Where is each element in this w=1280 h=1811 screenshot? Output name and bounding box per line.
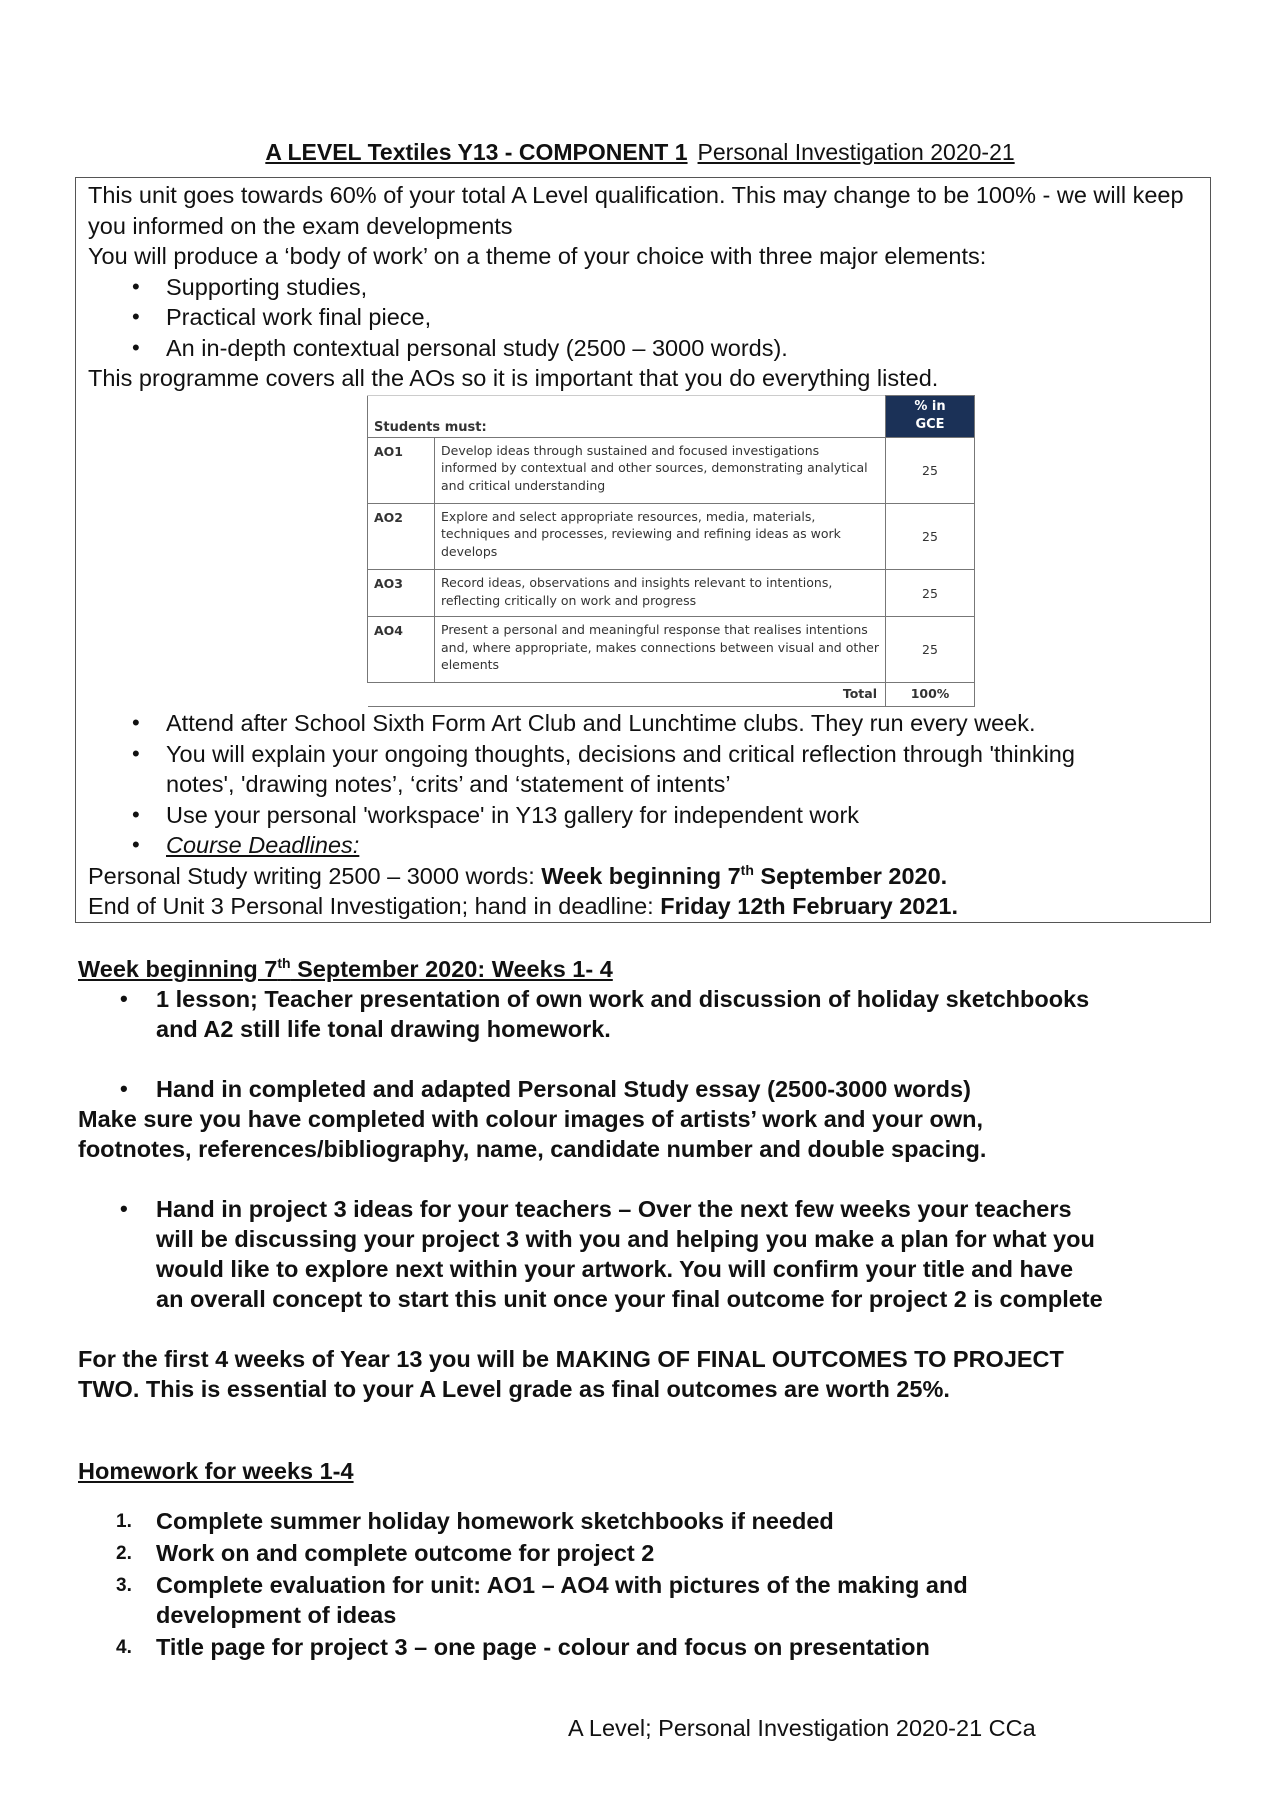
students-must-header: Students must: — [368, 396, 886, 438]
homework-item-text: Complete summer holiday homework sketchbooks if needed — [156, 1508, 834, 1534]
intro-line-2: You will produce a ‘body of work’ on a theme of your choice with three major elements: — [88, 243, 987, 269]
spacer — [78, 1164, 1218, 1194]
deadline-1-text: Personal Study writing 2500 – 3000 words: — [88, 862, 542, 889]
weeks-bullet-2: • Hand in completed and adapted Personal Study essay (2500-3000 words) — [78, 1074, 1218, 1104]
ao-description: Develop ideas through sustained and focused investigations informed by contextual and other sources, demonstrating analytical and critical understanding — [435, 437, 886, 503]
ao-percent: 25 — [886, 503, 975, 569]
table-row — [368, 617, 975, 683]
weeks-bullet-3: • Hand in project 3 ideas for your teachers – Over the next few weeks your teachers — [78, 1194, 1218, 1224]
homework-item — [78, 1506, 1218, 1536]
homework-item-number: 3. — [116, 1575, 132, 1596]
weeks-bullet-3-cont: will be discussing your project 3 with you and helping you make a plan for what you — [156, 1226, 1095, 1252]
weeks-heading — [78, 954, 1218, 984]
total-label: Total — [368, 683, 886, 707]
percent-header-line-1: % in — [914, 399, 946, 415]
deadline-1-date-b: September 2020. — [753, 862, 948, 889]
spacer — [78, 1486, 1218, 1506]
weeks-heading-b: September 2020: Weeks 1- 4 — [290, 956, 613, 982]
course-deadlines-bullet — [88, 830, 1198, 861]
deadline-2-text: End of Unit 3 Personal Investigation; hand in deadline: — [88, 893, 661, 919]
ao-description: Present a personal and meaningful response that realises intentions and, where appropriate, makes connections between visual and other elements — [435, 617, 886, 683]
ao-description: Explore and select appropriate resources, media, materials, techniques and processes, reviewing and refining ideas as work develops — [435, 503, 886, 569]
element-item: • Supporting studies, — [88, 272, 1198, 303]
homework-item-text: Complete evaluation for unit: AO1 – AO4 with pictures of the making and — [156, 1572, 968, 1598]
homework-section — [78, 1456, 1218, 1662]
ao-code: AO3 — [368, 570, 435, 617]
table-header-row — [368, 396, 975, 438]
deadline-personal-study — [88, 861, 1198, 892]
intro-line-3: This programme covers all the AOs so it is important that you do everything listed. — [88, 365, 939, 391]
spacer — [78, 1044, 1218, 1074]
weeks-section — [78, 954, 1218, 1404]
percent-header — [886, 396, 975, 438]
percent-header-line-2: GCE — [915, 417, 945, 433]
homework-item-number: 2. — [116, 1543, 132, 1564]
weeks-note-line-2: footnotes, references/bibliography, name, candidate number and double spacing. — [78, 1136, 987, 1162]
club-bullet: • Attend after School Sixth Form Art Club and Lunchtime clubs. They run every week. — [88, 708, 1198, 739]
table-row — [368, 437, 975, 503]
intro-text — [88, 180, 1198, 394]
assessment-objectives-table — [367, 395, 975, 707]
ao-code: AO4 — [368, 617, 435, 683]
total-value: 100% — [886, 683, 975, 707]
spacer — [78, 1314, 1218, 1344]
deadline-1-date-a: Week beginning 7 — [541, 862, 741, 889]
ao-code: AO1 — [368, 437, 435, 503]
ao-percent: 25 — [886, 617, 975, 683]
title-bold: A LEVEL Textiles Y13 - COMPONENT 1 — [265, 139, 688, 165]
homework-item — [78, 1570, 1218, 1600]
weeks-bullet-1: • 1 lesson; Teacher presentation of own work and discussion of holiday sketchbooks — [78, 984, 1218, 1014]
workspace-bullet: • Use your personal 'workspace' in Y13 gallery for independent work — [88, 800, 1198, 831]
intro-box — [75, 177, 1211, 923]
homework-item-cont: development of ideas — [156, 1602, 397, 1628]
ao-percent: 25 — [886, 437, 975, 503]
homework-item-number: 1. — [116, 1511, 132, 1532]
homework-item-text: Work on and complete outcome for project 2 — [156, 1540, 655, 1566]
homework-item-number: 4. — [116, 1637, 132, 1658]
deadline-unit-3 — [88, 891, 1198, 922]
table-row — [368, 503, 975, 569]
homework-heading: Homework for weeks 1-4 — [78, 1458, 354, 1484]
table-total-row — [368, 683, 975, 707]
homework-item-text: Title page for project 3 – one page - colour and focus on presentation — [156, 1634, 930, 1660]
course-deadlines-label: Course Deadlines: — [166, 832, 360, 858]
ao-code: AO2 — [368, 503, 435, 569]
weeks-note-line-1: Make sure you have completed with colour images of artists’ work and your own, — [78, 1106, 983, 1132]
intro-line-1: This unit goes towards 60% of your total A Level qualification. This may change to be 100% - we will keep you informed on the exam developments — [88, 182, 1184, 239]
title-normal: Personal Investigation 2020-21 — [697, 139, 1015, 165]
ao-description: Record ideas, observations and insights relevant to intentions, reflecting critically on work and progress — [435, 570, 886, 617]
after-table-text — [88, 708, 1198, 922]
deadline-1-sup: th — [740, 861, 754, 878]
weeks-heading-sup: th — [277, 955, 291, 972]
first-4-weeks-line-2: TWO. This is essential to your A Level grade as final outcomes are worth 25%. — [78, 1376, 950, 1402]
element-item: • An in-depth contextual personal study (2500 – 3000 words). — [88, 333, 1198, 364]
table-row — [368, 570, 975, 617]
element-item: • Practical work final piece, — [88, 302, 1198, 333]
deadline-2-date: Friday 12th February 2021. — [660, 893, 959, 919]
weeks-bullet-1-cont: and A2 still life tonal drawing homework. — [156, 1016, 611, 1042]
weeks-heading-a: Week beginning 7 — [78, 956, 278, 982]
page-title — [0, 139, 1280, 166]
homework-item — [78, 1538, 1218, 1568]
thinking-notes-bullet: • You will explain your ongoing thoughts, decisions and critical reflection through 'thinking — [88, 739, 1198, 770]
weeks-bullet-3-cont: would like to explore next within your artwork. You will confirm your title and have — [156, 1256, 1074, 1282]
thinking-notes-bullet-cont: notes', 'drawing notes’, ‘crits’ and ‘statement of intents’ — [166, 771, 731, 797]
ao-percent: 25 — [886, 570, 975, 617]
first-4-weeks-line-1: For the first 4 weeks of Year 13 you will be MAKING OF FINAL OUTCOMES TO PROJECT — [78, 1346, 1064, 1372]
page-footer: A Level; Personal Investigation 2020-21 CCa — [568, 1715, 1036, 1741]
weeks-bullet-3-cont: an overall concept to start this unit once your final outcome for project 2 is complete — [156, 1286, 1103, 1312]
homework-item — [78, 1632, 1218, 1662]
